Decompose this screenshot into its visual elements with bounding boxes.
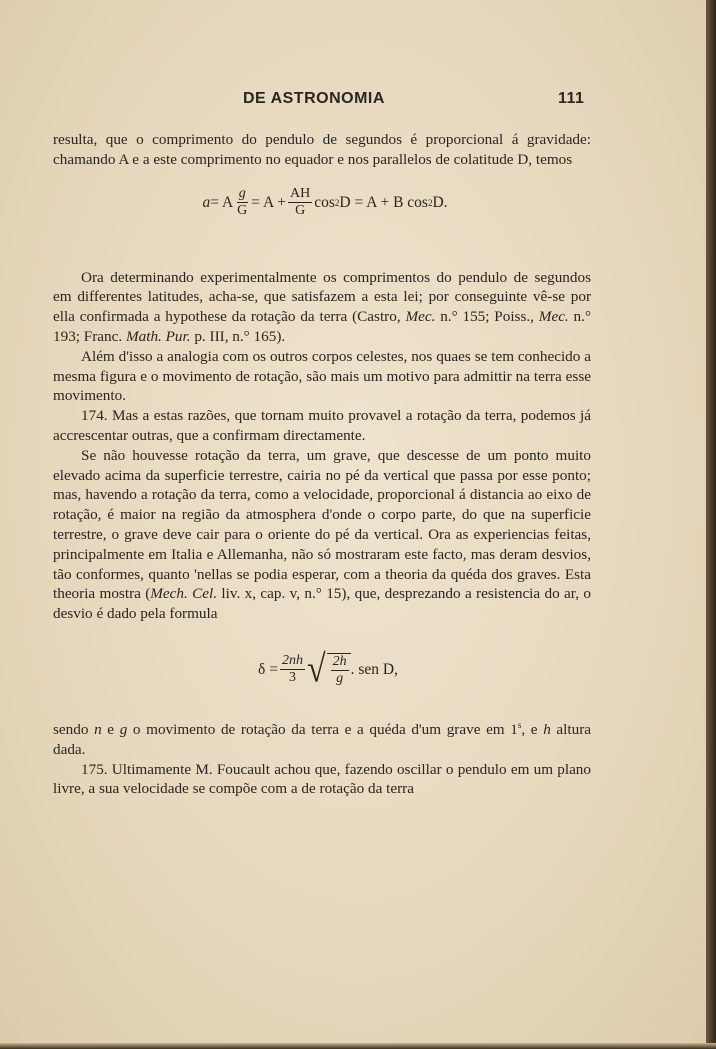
body-text: [53, 130, 591, 799]
fraction-numerator: 2nh: [280, 653, 305, 670]
citation-mec: Mec.: [538, 308, 569, 326]
paragraph-6-text: , e: [521, 720, 544, 738]
fraction-denominator: G: [237, 203, 248, 219]
formula-eq1: = A: [210, 193, 234, 211]
paragraph-2-text: n.° 155; Poiss.,: [435, 308, 539, 326]
paragraph-6-text: o movimento de rotação da terra e a quéda d'um grave em 1: [127, 720, 518, 738]
running-title: DE ASTRONOMIA: [243, 90, 385, 107]
paragraph-3: Além d'isso a analogia com os outros corpos celestes, nos quaes se tem conhecido a mesma figura e o movimento de rotação, são mais um motivo para admittir na terra esse movimento.: [53, 347, 591, 405]
paragraph-175: 175. Ultimamente M. Foucault achou que, fazendo oscillar o pendulo em um plano livre, a sua velocidade se compõe com a de rotação da terra: [53, 760, 591, 798]
formula-lhs: δ =: [258, 661, 278, 679]
fraction-2h-over-g: [331, 654, 349, 687]
page-bottom-edge: [0, 1043, 716, 1049]
fraction-numerator: AH: [288, 186, 312, 203]
formula-pendulum-length: a = A $\frac{g}{G}$ = A + $\frac{AH}{G}$ cos 2 D = A + B cos 2 D.: [202, 186, 448, 219]
citation-math-pur: Math. Pur.: [125, 327, 191, 345]
paragraph-6-text: e: [101, 720, 120, 738]
paragraph-6: [53, 720, 591, 760]
fraction-AH-over-G: [288, 186, 312, 219]
formula-term-a: cos: [314, 193, 335, 211]
formula-lhs: a: [202, 193, 211, 211]
fraction-denominator: 3: [288, 670, 296, 686]
paragraph-2-text: n.° 193; Franc.: [53, 308, 592, 345]
paragraph-174: 174. Mas a estas razões, que tornam muito provavel a rotação da terra, podemos já accrescentar outras, que a confirmam directamente.: [53, 407, 591, 444]
citation-mec: Mec.: [405, 308, 436, 326]
paragraph-2-text: Ora determinando experimentalmente os comprimentos do pendulo de segundos em differentes latitudes, acha-se, que satisfazem a esta lei; por conseguinte vê-se por ella confirmada a hypothese da rotação da terra (Castro,: [53, 268, 591, 326]
paragraph-2-text: p. III, n.° 165).: [190, 327, 286, 345]
paragraph-5-text: Se não houvesse rotação da terra, um grave, que descesse de um ponto muito elevado acima da superficie terrestre, cairia no pé da vertical que passa por esse ponto; mas, havendo a rotação da terra, como a velocidade, proporcional á distancia ao eixo de rotação, é maior na região da atmosphera d'onde o corpo parte, do que na superficie terrestre, o grave deve cair para o oriente do pé da vertical. Ora as experiencias feitas, principalmente em Italia e Allemanha, não só mostraram este facto, mas deram desvios, tão conformes, quanto 'nellas se podia esperar, com a theoria da quéda dos graves. Esta theoria mostra (: [53, 446, 591, 603]
paragraph-2: [53, 268, 591, 347]
formula-term-b: D = A + B cos: [339, 193, 428, 211]
paragraph-6-text: altura dada.: [53, 720, 591, 758]
page-edge-shadow: [706, 0, 716, 1049]
paragraph-5: [53, 446, 591, 624]
fraction-numerator: 2h: [331, 654, 349, 671]
page-number: 111: [558, 90, 585, 107]
formula-tail: . sen D,: [350, 661, 398, 679]
paragraph-5-text: liv. x, cap. v, n.° 15), que, desprezando a resistencia do ar, o desvio é dado pela formula: [53, 585, 591, 623]
square-root: [306, 648, 351, 691]
fraction-denominator: g: [336, 670, 344, 686]
paragraph-1: resulta, que o comprimento do pendulo de segundos é proporcional á gravidade: chamando A e a este comprimento no equador e nos parallelos de colatitude D, temos: [53, 131, 591, 168]
fraction-2nh-over-3: [280, 653, 305, 686]
formula-term-c: D.: [432, 193, 448, 211]
formula-eq2: = A +: [251, 193, 287, 211]
radical-sign-icon: √: [306, 648, 326, 691]
superscript-s: s: [517, 719, 522, 730]
fraction-numerator: g: [237, 186, 248, 203]
fraction-g-over-G: [235, 186, 249, 219]
citation-mech-cel: Mech. Cel.: [150, 585, 218, 603]
radicand: [327, 653, 351, 687]
symbol-g: g: [119, 720, 128, 738]
paragraph-6-text: sendo: [53, 720, 95, 738]
symbol-n: n: [94, 720, 102, 738]
symbol-h: h: [543, 720, 551, 738]
fraction-denominator: G: [295, 203, 306, 219]
formula-deviation: [65, 624, 591, 716]
